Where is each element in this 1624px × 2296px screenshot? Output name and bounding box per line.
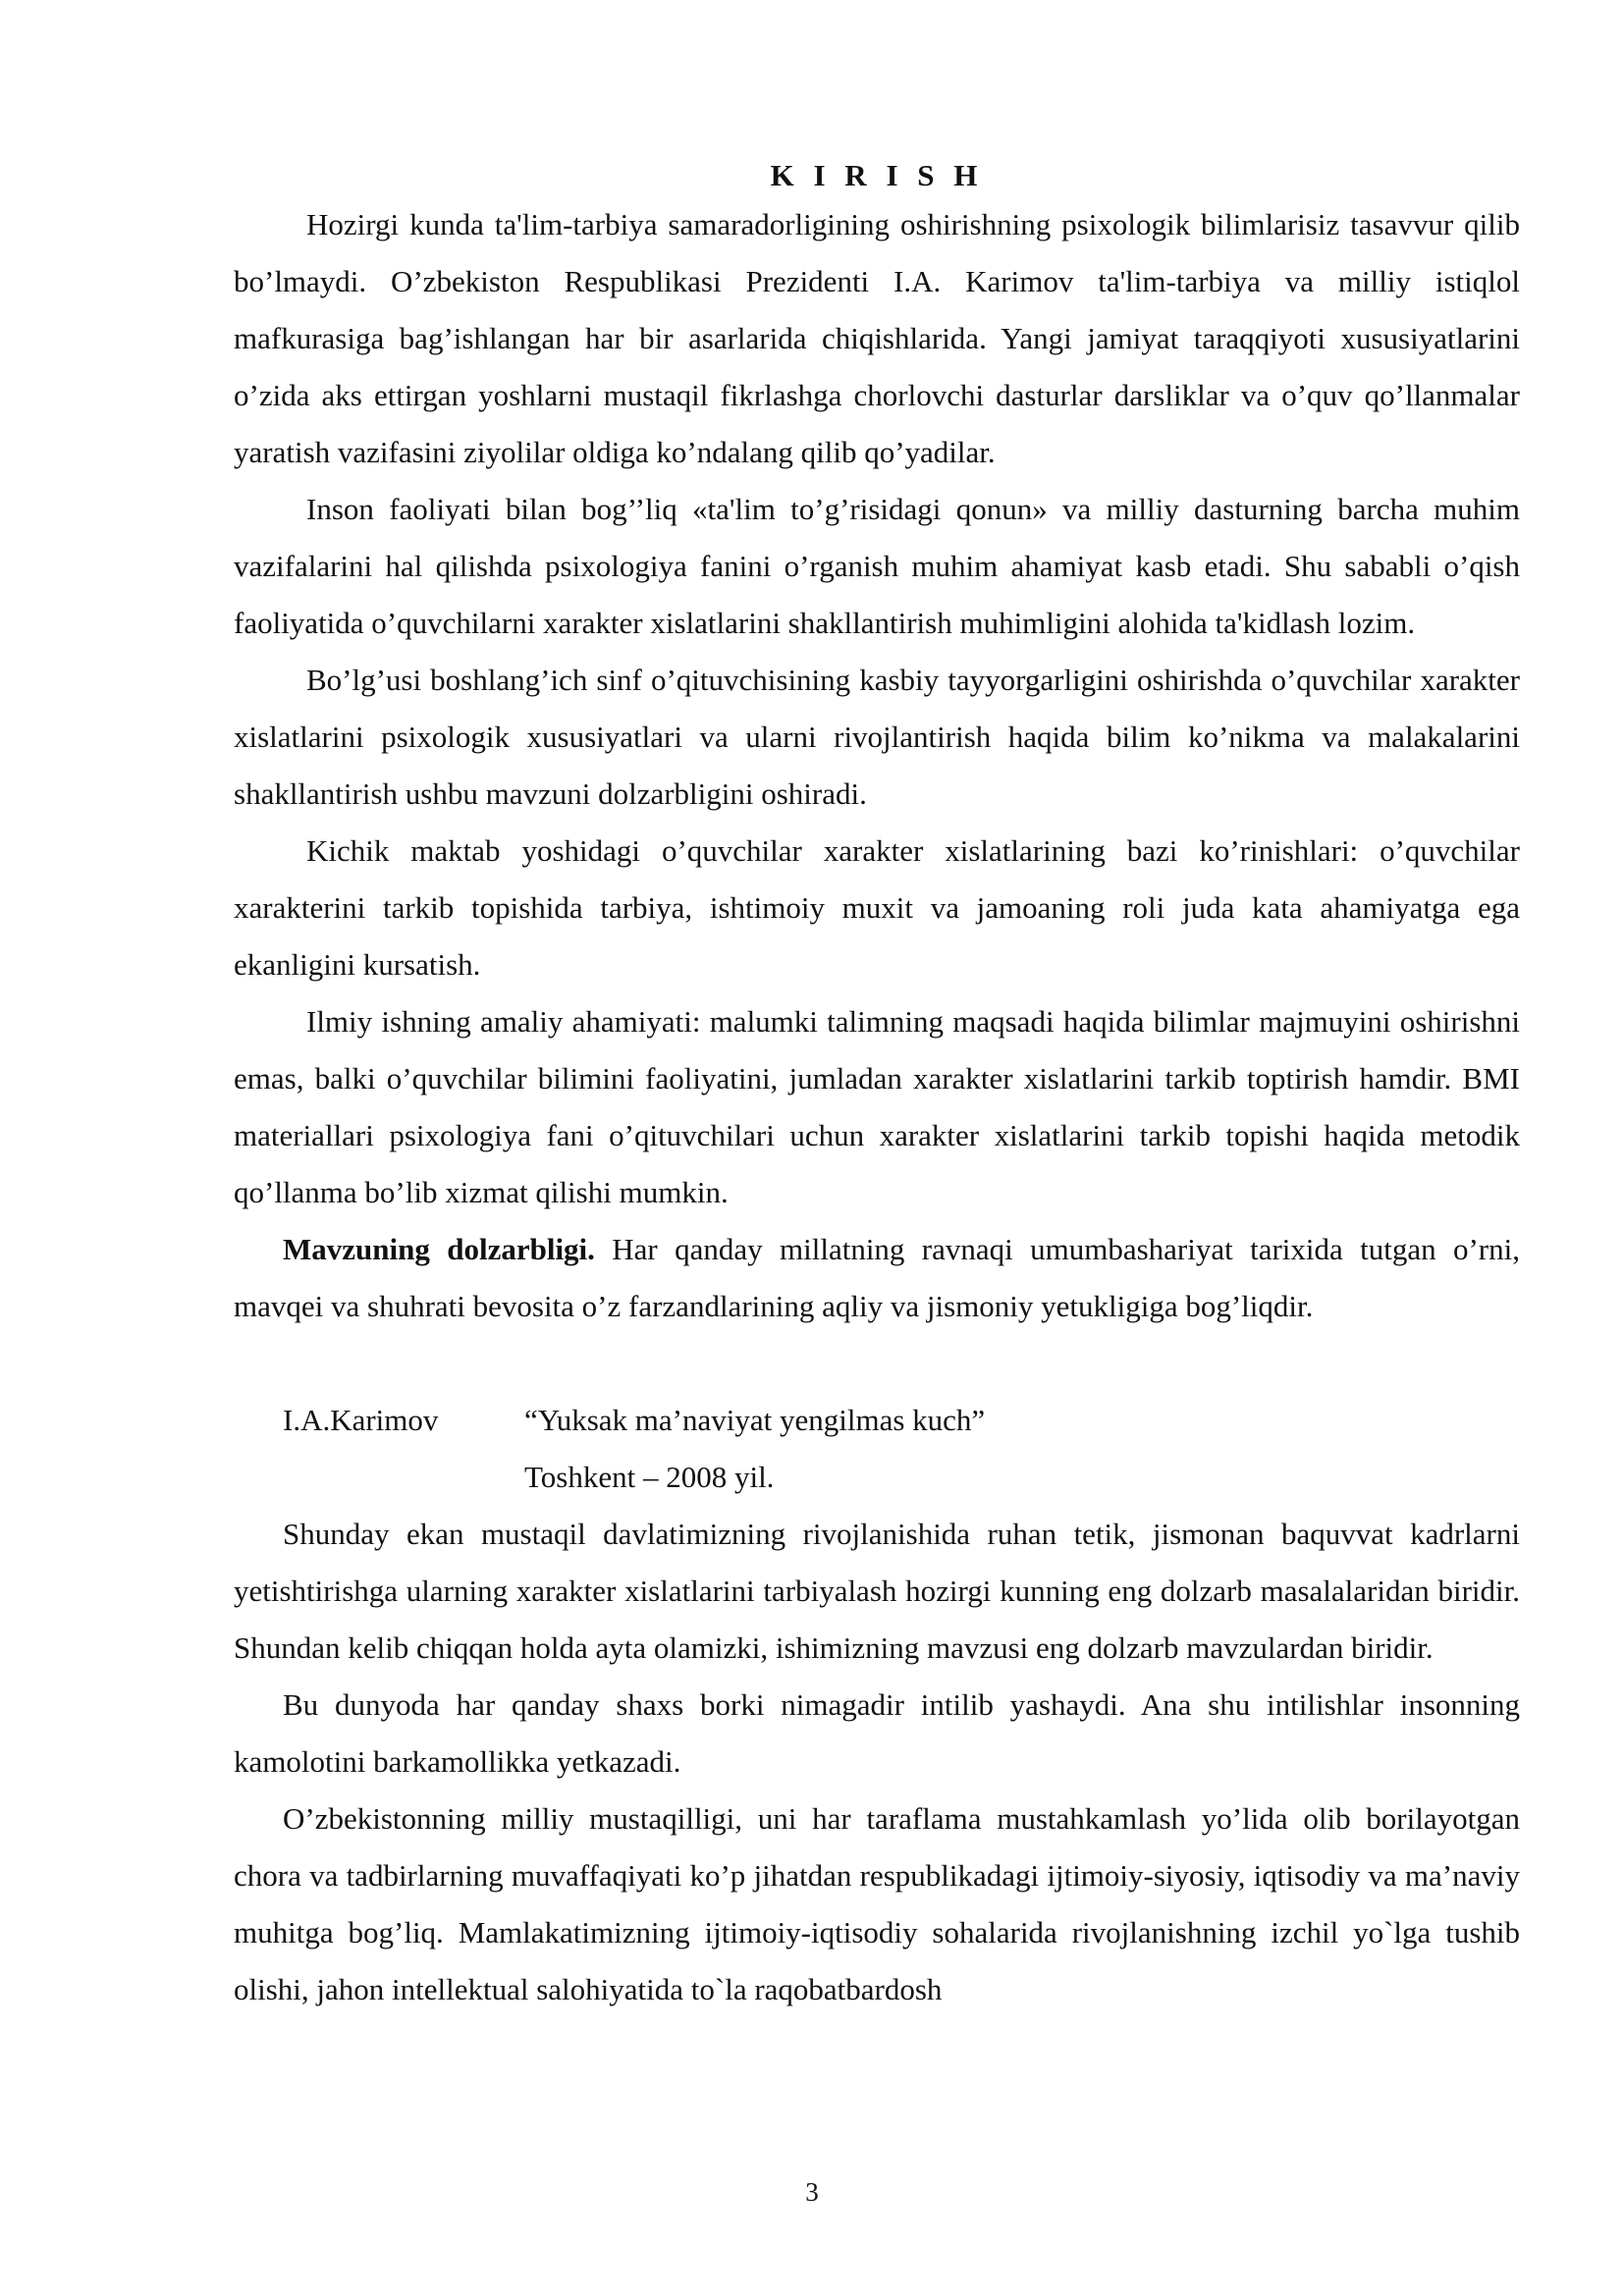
paragraph-law: Inson faoliyati bilan bog’’liq «ta'lim to’g’risidagi qonun» va milliy dasturning barcha muhim vazifalarini hal qilishda psixologiya fanini o’rganish muhim ahamiyat kasb etadi. Shu sababli o’qish faoliyatida o’quvchilarni xarakter xislatlarini shakllantirish muhimligini alohida ta'kidlash lozim. xyxy=(234,492,1520,640)
paragraph-independence: O’zbekistonning milliy mustaqilligi, uni har taraflama mustahkamlash yo’lida olib borilayotgan chora va tadbirlarning muvaffaqiyati ko’p jihatdan respublikadagi ijtimoiy-siyosiy, iqtisodiy va ma’naviy muhitga bog’liq. Mamlakatimizning ijtimoiy-iqtisodiy sohalarida rivojlanishning izchil yo`lga tushib olishi, jahon intellektual salohiyatida to`la raqobatbardosh xyxy=(234,1801,1520,2006)
citation-place-year: Toshkent – 2008 yil. xyxy=(524,1460,775,1494)
citation-line xyxy=(234,1392,1520,1449)
paragraph-development: Shunday ekan mustaqil davlatimizning rivojlanishida ruhan tetik, jismonan baquvvat kadrlarni yetishtirishga ularning xarakter xislatlarini tarbiyalash hozirgi kunning eng dolzarb masalalaridan biridir. Shundan kelib chiqqan holda ayta olamizki, ishimizning mavzusi eng dolzarb mavzulardan biridir. xyxy=(234,1517,1520,1665)
paragraph-intro: Hozirgi kunda ta'lim-tarbiya samaradorligining oshirishning psixologik bilimlarisiz tasavvur qilib bo’lmaydi. O’zbekiston Respublikasi Prezidenti I.A. Karimov ta'lim-tarbiya va milliy istiqlol mafkurasiga bag’ishlangan har bir asarlarida chiqishlarida. Yangi jamiyat taraqqiyoti xususiyatlarini o’zida aks ettirgan yoshlarni mustaqil fikrlashga chorlovchi dasturlar darsliklar va o’quv qo’llanmalar yaratish vazifasini ziyolilar oldiga ko’ndalang qilib qo’yadilar. xyxy=(234,207,1520,469)
page-number: 3 xyxy=(805,2177,819,2207)
paragraph-school-age: Kichik maktab yoshidagi o’quvchilar xarakter xislatlarining bazi ko’rinishlari: o’quvchilar xarakterini tarkib topishida tarbiya, ishtimoiy muxit va jamoaning roli juda kata ahamiyatga ega ekanligini kursatish. xyxy=(234,833,1520,982)
relevance-text: Har qanday millatning ravnaqi umumbashariyat tarixida tutgan o’rni, mavqei va shuhrati bevosita o’z farzandlarining aqliy va jismoniy yetukligiga bog’liqdir. xyxy=(234,1232,1520,1323)
section-heading: K I R I S H xyxy=(770,158,984,192)
paragraph-teacher-training: Bo’lg’usi boshlang’ich sinf o’qituvchisining kasbiy tayyorgarligini oshirishda o’quvchilar xarakter xislatlarini psixologik xususiyatlari va ularni rivojlantirish haqida bilim ko’nikma va malakalarini shakllantirish ushbu mavzuni dolzarbligini oshiradi. xyxy=(234,663,1520,811)
paragraph-practical-value: Ilmiy ishning amaliy ahamiyati: malumki talimning maqsadi haqida bilimlar majmuyini oshirishni emas, balki o’quvchilar bilimini faoliyatini, jumladan xarakter xislatlarini tarkib toptirish hamdir. BMI materiallari psixologiya fani o’qituvchilari uchun xarakter xislatlarini tarkib topishi haqida metodik qo’llanma bo’lib xizmat qilishi mumkin. xyxy=(234,1004,1520,1209)
paragraph-aspiration: Bu dunyoda har qanday shaxs borki nimagadir intilib yashaydi. Ana shu intilishlar insonning kamolotini barkamollikka yetkazadi. xyxy=(234,1687,1520,1779)
citation-title: “Yuksak ma’naviyat yengilmas kuch” xyxy=(524,1403,986,1437)
paragraph-relevance xyxy=(234,1221,1520,1335)
relevance-label: Mavzuning dolzarbligi. xyxy=(283,1232,595,1266)
citation-author: I.A.Karimov xyxy=(283,1403,439,1437)
spacer xyxy=(234,1335,1520,1392)
page-content xyxy=(234,155,1520,2018)
